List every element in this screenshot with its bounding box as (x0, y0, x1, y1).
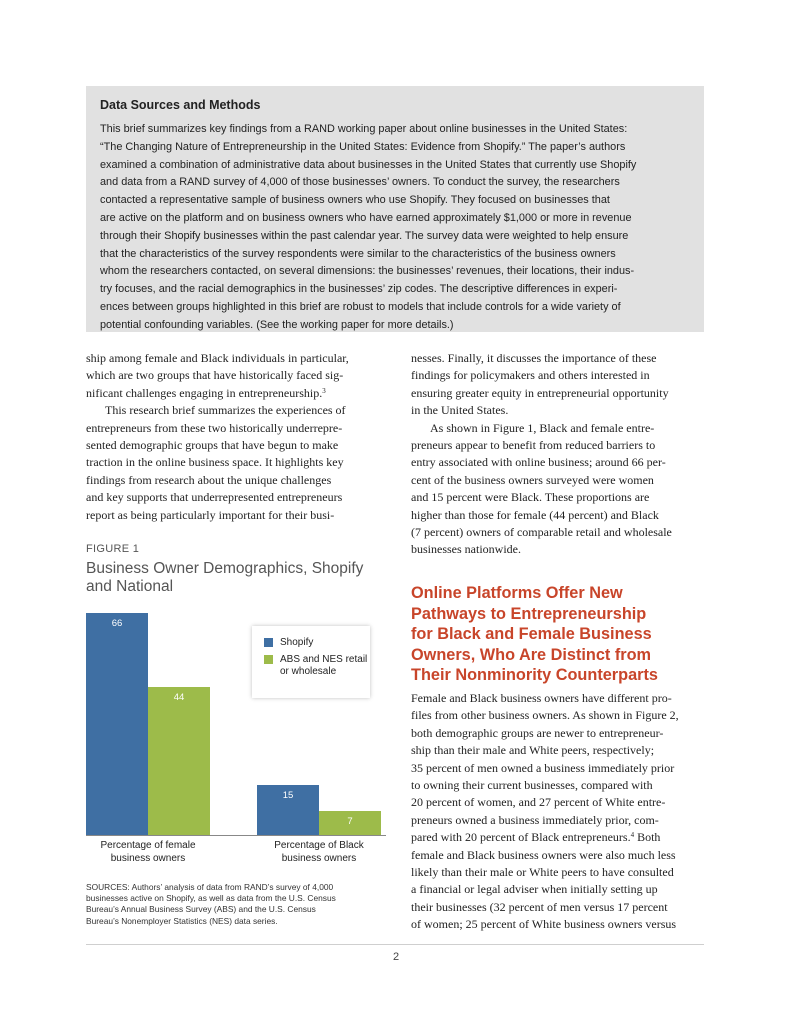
legend-swatch (264, 638, 273, 647)
body-line: sented demographic groups that have begun to make (86, 437, 339, 452)
legend-label: ABS and NES retail or wholesale (280, 654, 368, 677)
sources-line: SOURCES: Authors’ analysis of data from RAND’s survey of 4,000 (86, 882, 334, 892)
body-line: and key supports that underrepresented entrepreneurs (86, 490, 343, 505)
chart-baseline (86, 835, 386, 836)
body-line: a financial or legal adviser when initially setting up (411, 882, 658, 897)
body-line: which are two groups that have historically faced sig- (86, 368, 344, 383)
body-line: findings for policymakers and others interested in (411, 368, 650, 383)
body-line: higher than those for female (44 percent) and Black (411, 507, 659, 522)
body-line: (7 percent) owners of comparable retail and wholesale (411, 524, 672, 539)
box-title: Data Sources and Methods (100, 98, 261, 112)
box-line: whom the researchers contacted, on several dimensions: the businesses’ revenues, their locations, their indus- (100, 265, 635, 278)
legend-label: Shopify (280, 637, 314, 648)
box-line: through their Shopify businesses within the past calendar year. The survey data were weighted to help ensure (100, 229, 629, 242)
bar-value-label: 44 (173, 692, 185, 703)
heading-line: Owners, Who Are Distinct from (411, 645, 652, 664)
box-text (100, 121, 690, 335)
body-line-tail: Both (634, 830, 661, 845)
category-label: Percentage of Black business owners (274, 840, 364, 864)
sources-line: Bureau’s Annual Business Survey (ABS) and the U.S. Census (86, 904, 316, 915)
box-line: ences between groups highlighted in this brief are robust to models that include controls for a wide variety of (100, 300, 621, 313)
chart-legend (252, 626, 370, 698)
legend-swatch (264, 655, 273, 664)
box-line: “The Changing Nature of Entrepreneurship in the United States: Evidence from Shopify.” The paper’s authors (100, 140, 626, 153)
body-line: cent of the business owners surveyed were women (411, 472, 654, 487)
body-line: As shown in Figure 1, Black and female entre- (430, 420, 655, 435)
footnote-ref[interactable]: 3 (322, 386, 326, 395)
body-line: nesses. Finally, it discusses the importance of these (411, 351, 657, 365)
body-line: and 15 percent were Black. These proportions are (411, 490, 650, 505)
body-line: to owning their current businesses, compared with (411, 777, 653, 792)
box-line: potential confounding variables. (See the working paper for more details.) (100, 318, 454, 331)
bar-value-label: 7 (347, 816, 353, 827)
heading-line: Pathways to Entrepreneurship (411, 604, 647, 623)
footer-rule (86, 944, 704, 945)
body-line-text: nificant challenges engaging in entrepreneurship. (86, 385, 323, 400)
bar-shopify-0 (86, 613, 148, 835)
box-line: are active on the platform and on business owners who have earned approximately $1,000 or more in revenue (100, 211, 632, 224)
body-line: Female and Black business owners have different pro- (411, 691, 672, 705)
body-line: This research brief summarizes the experiences of (105, 403, 346, 418)
body-line: female and Black business owners were also much less (411, 847, 676, 862)
body-line: preneurs appear to benefit from reduced barriers to (411, 437, 656, 452)
figure-sources (86, 882, 386, 927)
body-line: entry associated with online business; around 66 per- (411, 455, 666, 470)
category-label: Percentage of female business owners (100, 840, 196, 864)
heading-line: Online Platforms Offer New (411, 584, 623, 602)
page-number: 2 (392, 951, 400, 963)
body-line: businesses nationwide. (411, 542, 521, 557)
section-heading (411, 583, 711, 686)
data-sources-box (86, 86, 704, 332)
body-line-text: pared with 20 percent of Black entrepreneurs. (411, 830, 631, 845)
body-line: likely than their male or White peers to have consulted (411, 864, 674, 879)
body-line: preneurs owned a business immediately prior, com- (411, 812, 659, 827)
sources-line: businesses active on Shopify, as well as data from the U.S. Census (86, 893, 336, 904)
heading-line: Their Nonminority Counterparts (411, 666, 658, 685)
body-line: 35 percent of men owned a business immediately prior (411, 760, 675, 775)
body-line: of women; 25 percent of White business owners versus (411, 917, 677, 932)
box-line: examined a combination of administrative data about businesses in the United States that currently use Shopify (100, 158, 637, 171)
box-line: that the characteristics of the survey respondents were similar to the characteristics of the business owners (100, 247, 616, 260)
box-line: This brief summarizes key findings from a RAND working paper about online businesses in the United States: (100, 123, 628, 135)
body-line (86, 385, 376, 402)
box-line: and data from a RAND survey of 4,000 of those businesses’ owners. To conduct the survey, the researchers (100, 176, 620, 189)
body-line (411, 829, 701, 846)
body-line: ensuring greater equity in entrepreneurial opportunity (411, 385, 669, 400)
body-line: files from other business owners. As shown in Figure 2, (411, 708, 679, 723)
sources-line: Bureau’s Nonemployer Statistics (NES) data series. (86, 915, 278, 926)
left-column-text (86, 350, 376, 524)
heading-line: for Black and Female Business (411, 625, 652, 644)
right-column-text-top (411, 350, 701, 559)
box-line: contacted a representative sample of business owners who use Shopify. They focused on businesses that (100, 194, 610, 207)
right-column-text-bottom (411, 690, 701, 933)
bar-value-label: 66 (111, 618, 123, 629)
body-line: both demographic groups are newer to entrepreneur- (411, 725, 664, 740)
figure-title: Business Owner Demographics, Shopify and National (86, 560, 364, 595)
body-line: in the United States. (411, 403, 509, 418)
body-line: ship than their male and White peers, respectively; (411, 743, 655, 758)
body-line: entrepreneurs from these two historically underrepre- (86, 420, 343, 435)
figure-label: FIGURE 1 (86, 543, 140, 555)
body-line: report as being particularly important for their busi- (86, 507, 335, 522)
footnote-ref[interactable]: 4 (630, 831, 635, 840)
body-line: ship among female and Black individuals in particular, (86, 351, 349, 365)
body-line: traction in the online business space. It highlights key (86, 455, 344, 470)
body-line: findings from research about the unique challenges (86, 472, 332, 487)
body-line: 20 percent of women, and 27 percent of White entre- (411, 795, 666, 810)
body-line: their businesses (32 percent of men versus 17 percent (411, 899, 668, 914)
bar-value-label: 15 (282, 790, 294, 801)
box-line: try focuses, and the racial demographics in the businesses’ zip codes. The descriptive differences in experi- (100, 283, 618, 296)
bar-abs-nes-0 (148, 687, 210, 835)
